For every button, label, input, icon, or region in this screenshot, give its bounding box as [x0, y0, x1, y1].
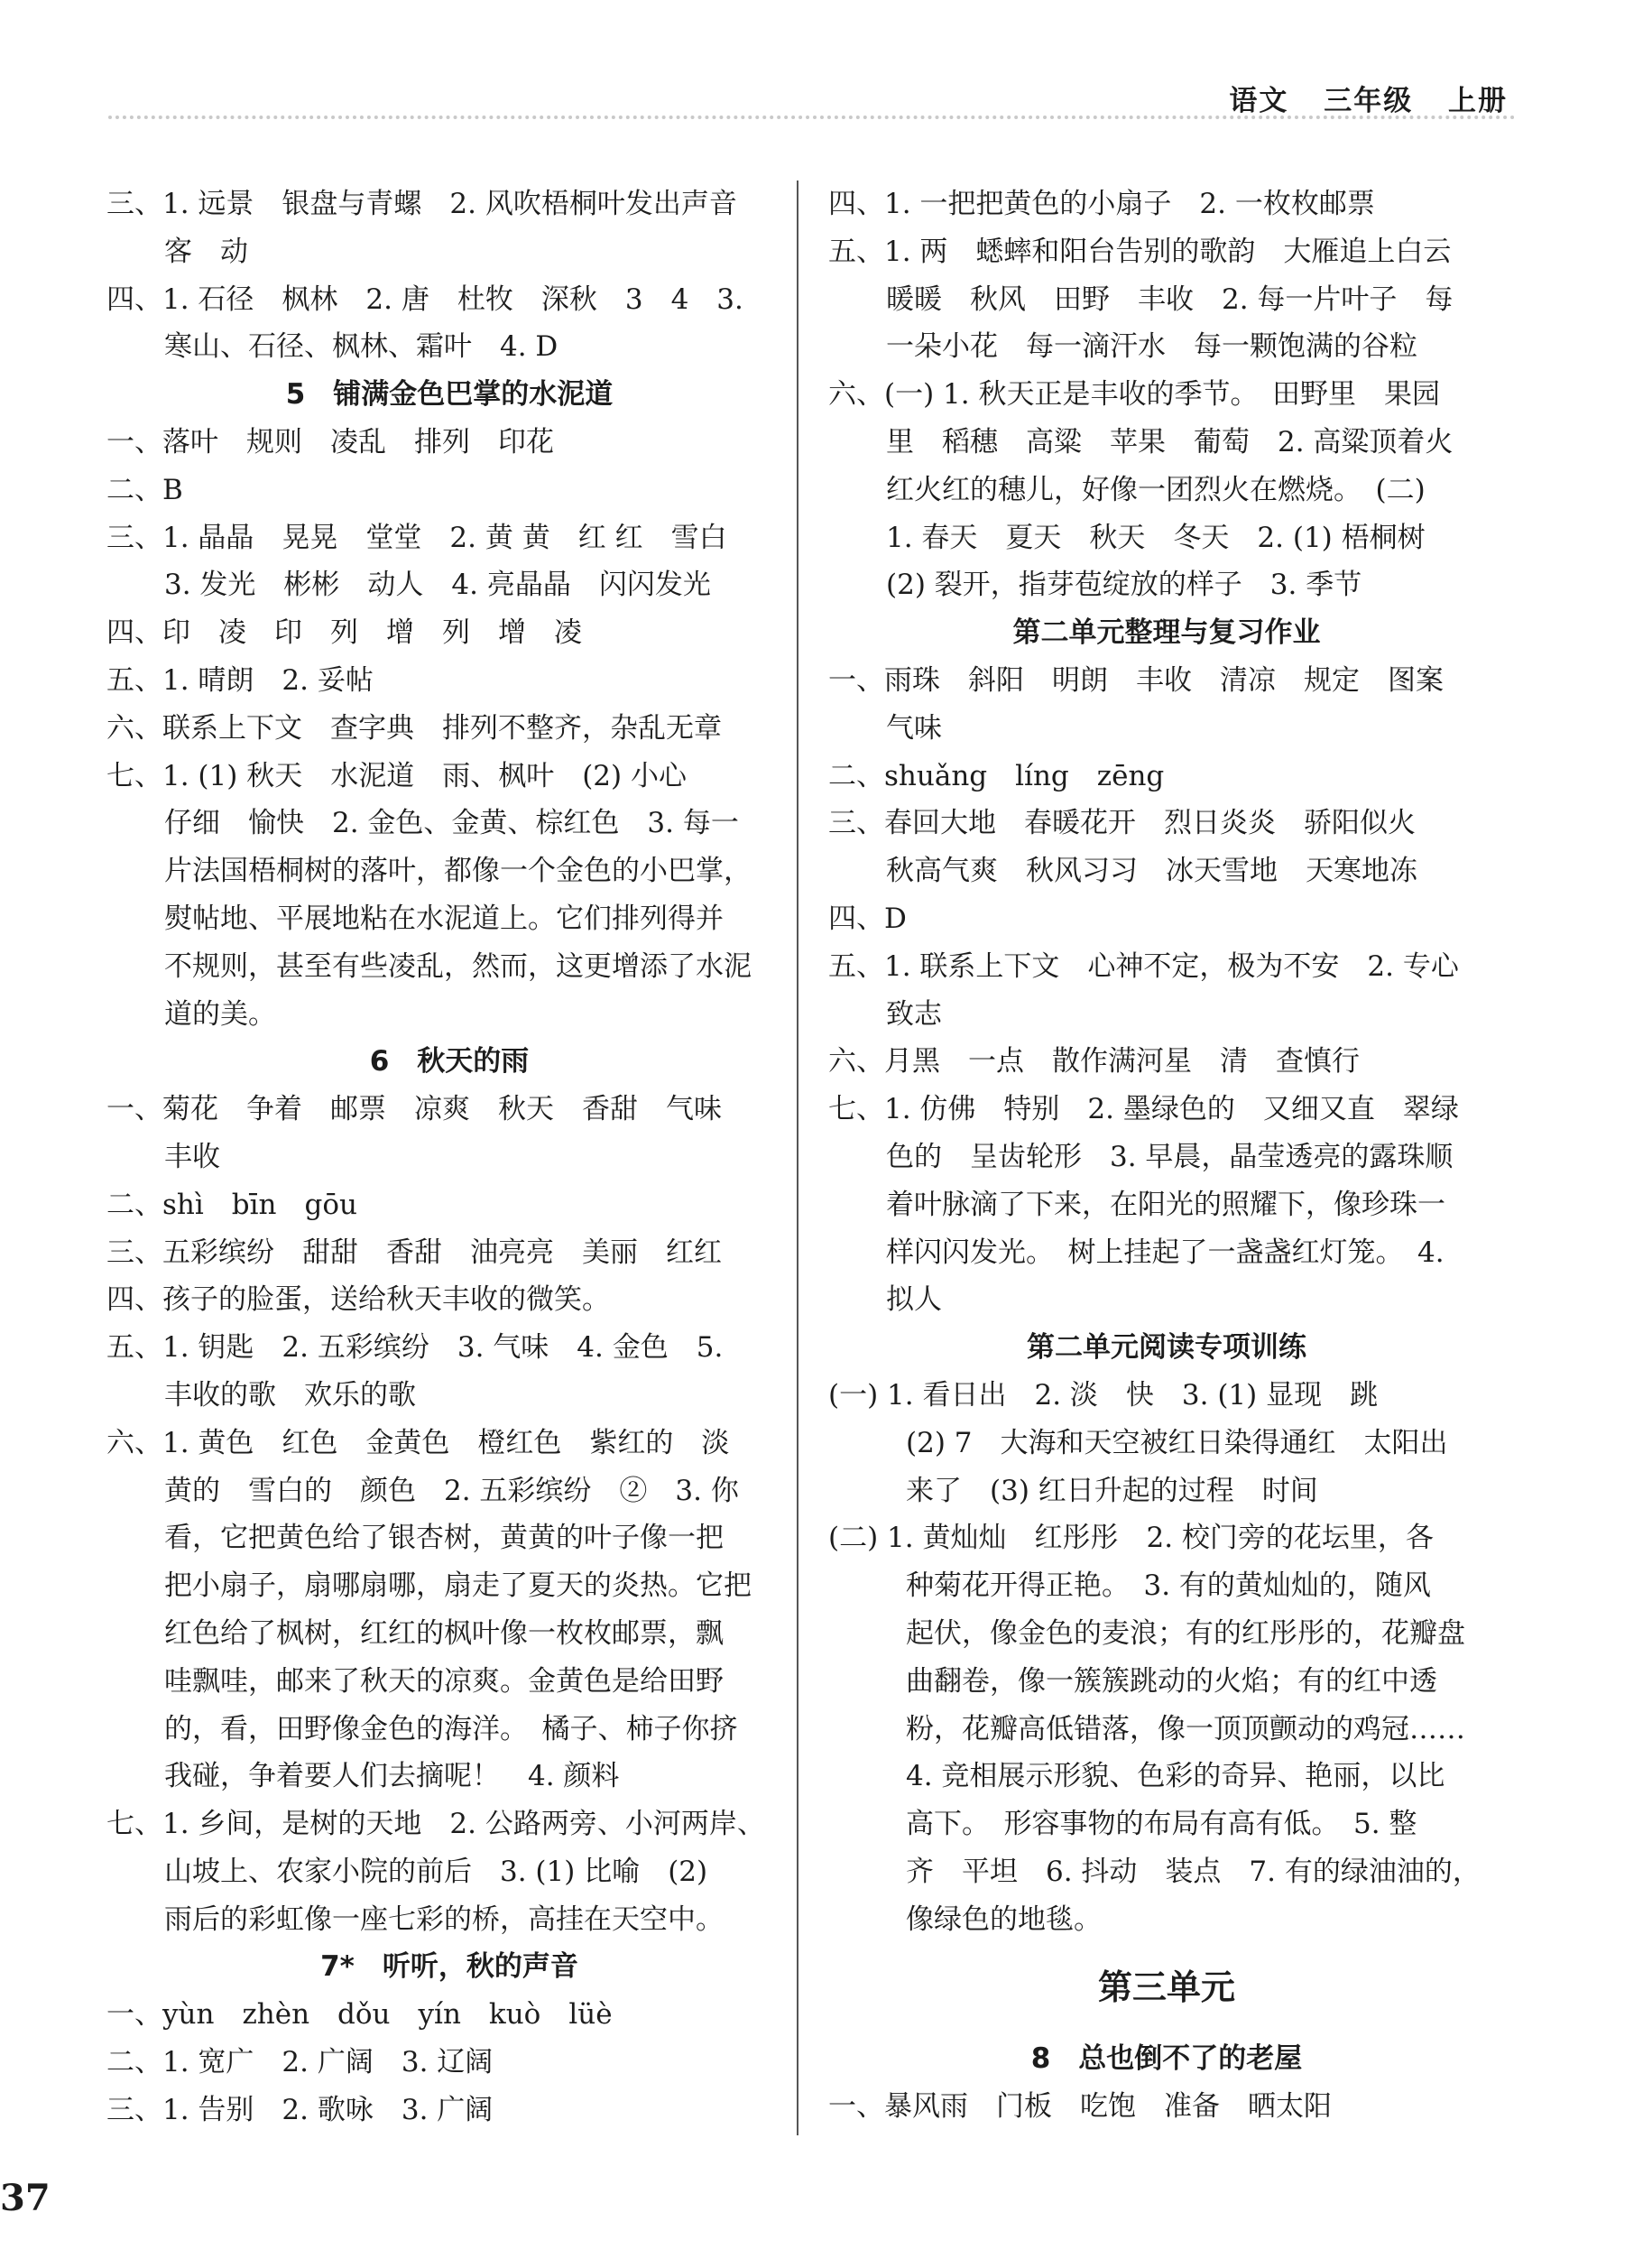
answer-line: 拟人	[886, 1283, 942, 1317]
answer-line: 四、印 凌 印 列 增 列 增 凌	[106, 616, 582, 650]
answer-line: 一、菊花 争着 邮票 凉爽 秋天 香甜 气味	[106, 1093, 722, 1126]
answer-line: 像绿色的地毯。	[906, 1902, 1102, 1936]
section-title: 8 总也倒不了的老屋	[1030, 2042, 1303, 2076]
answer-line: 六、联系上下文 查字典 排列不整齐，杂乱无章	[106, 711, 722, 745]
answer-line: 五、1. 两 蟋蟀和阳台告别的歌韵 大雁追上白云	[828, 235, 1452, 268]
answer-line: 七、1. (1) 秋天 水泥道 雨、枫叶 (2) 小心	[106, 759, 687, 792]
answer-line: 齐 平坦 6. 抖动 装点 7. 有的绿油油的，	[906, 1855, 1481, 1888]
answer-line: 种菊花开得正艳。 3. 有的黄灿灿的，随风	[906, 1569, 1431, 1603]
answer-line: 二、shuǎng líng zēng	[828, 759, 1165, 792]
answer-line: 五、1. 钥匙 2. 五彩缤纷 3. 气味 4. 金色 5.	[106, 1331, 724, 1365]
answer-line: 山坡上、农家小院的前后 3. (1) 比喻 (2)	[164, 1855, 708, 1888]
answer-line: 寒山、石径、枫林、霜叶 4. D	[164, 330, 558, 364]
answer-line: 我碰，争着要人们去摘呢！ 4. 颜料	[164, 1760, 620, 1793]
answer-line: 把小扇子，扇哪扇哪，扇走了夏天的炎热。它把	[164, 1569, 752, 1603]
answer-line: 一、雨珠 斜阳 明朗 丰收 清凉 规定 图案	[828, 663, 1444, 697]
answer-line: 三、1. 远景 银盘与青螺 2. 风吹梧桐叶发出声音	[106, 188, 737, 220]
answer-line: 六、1. 黄色 红色 金黄色 橙红色 紫红的 淡	[106, 1426, 730, 1459]
section-title: 第二单元阅读专项训练	[1027, 1331, 1306, 1365]
header-subject: 语文	[1229, 85, 1289, 117]
answer-line: 四、1. 石径 枫林 2. 唐 杜牧 深秋 3 4 3.	[106, 282, 743, 316]
answer-line: 红火红的穗儿，好像一团烈火在燃烧。 (二)	[886, 473, 1426, 506]
page-header	[1205, 78, 1508, 118]
answer-line: (2) 7 大海和天空被红日染得通红 太阳出	[906, 1426, 1448, 1459]
right-column	[828, 181, 1505, 2131]
answer-line: 3. 发光 彬彬 动人 4. 亮晶晶 闪闪发光	[164, 569, 711, 602]
answer-line: 黄的 雪白的 颜色 2. 五彩缤纷 ② 3. 你	[164, 1474, 739, 1507]
answer-line: 三、1. 晶晶 晃晃 堂堂 2. 黄 黄 红 红 雪白	[106, 521, 727, 554]
section-title: 7* 听听，秋的声音	[320, 1950, 578, 1984]
answer-line: 熨帖地、平展地粘在水泥道上。它们排列得并	[164, 902, 724, 935]
section-title: 第二单元整理与复习作业	[1012, 616, 1321, 650]
answer-line: 不规则，甚至有些凌乱，然而，这更增添了水泥	[164, 949, 752, 983]
answer-line: 雨后的彩虹像一座七彩的桥，高挂在天空中。	[164, 1902, 724, 1936]
answer-line: 起伏，像金色的麦浪；有的红彤彤的，花瓣盘	[906, 1616, 1465, 1650]
answer-line: 致志	[886, 997, 942, 1031]
answer-line: 暖暖 秋风 田野 丰收 2. 每一片叶子 每	[886, 282, 1454, 316]
answer-line: (二) 1. 黄灿灿 红彤彤 2. 校门旁的花坛里，各	[828, 1522, 1434, 1555]
answer-line: 三、1. 告别 2. 歌咏 3. 广阔	[106, 2093, 494, 2126]
answer-line: 仔细 愉快 2. 金色、金黄、棕红色 3. 每一	[164, 807, 739, 840]
answer-line: 片法国梧桐树的落叶，都像一个金色的小巴掌，	[164, 855, 752, 888]
answer-line: 四、1. 一把把黄色的小扇子 2. 一枚枚邮票	[828, 188, 1375, 220]
answer-line: 七、1. 乡间，是树的天地 2. 公路两旁、小河两岸、	[106, 1808, 765, 1841]
answer-line: (一) 1. 看日出 2. 淡 快 3. (1) 显现 跳	[828, 1378, 1379, 1412]
answer-line: 丰收	[164, 1140, 220, 1173]
answer-line: 高下。 形容事物的布局有高有低。 5. 整	[906, 1808, 1417, 1841]
answer-line: 曲翻卷，像一簇簇跳动的火焰；有的红中透	[906, 1664, 1437, 1698]
answer-line: (2) 裂开，指芽苞绽放的样子 3. 季节	[886, 569, 1362, 602]
section-title: 6 秋天的雨	[369, 1045, 530, 1078]
answer-line: 六、(一) 1. 秋天正是丰收的季节。 田野里 果园	[828, 378, 1440, 412]
left-column	[106, 181, 792, 2134]
page-number: 37	[0, 2177, 51, 2219]
answer-line: 哇飘哇，邮来了秋天的凉爽。金黄色是给田野	[164, 1664, 724, 1698]
answer-line: 三、五彩缤纷 甜甜 香甜 油亮亮 美丽 红红	[106, 1236, 722, 1269]
answer-line: 四、孩子的脸蛋，送给秋天丰收的微笑。	[106, 1283, 610, 1317]
answer-line: 看，它把黄色给了银杏树，黄黄的叶子像一把	[164, 1522, 724, 1555]
answer-line: 客 动	[164, 235, 248, 268]
answer-line: 一朵小花 每一滴汗水 每一颗饱满的谷粒	[886, 330, 1417, 364]
answer-line: 一、落叶 规则 凌乱 排列 印花	[106, 425, 554, 458]
header-grade: 三年级	[1324, 85, 1414, 117]
answer-line: 三、春回大地 春暖花开 烈日炎炎 骄阳似火	[828, 807, 1416, 840]
answer-line: 来了 (3) 红日升起的过程 时间	[906, 1474, 1318, 1507]
answer-line: 1. 春天 夏天 秋天 冬天 2. (1) 梧桐树	[886, 521, 1426, 554]
header-volume: 上册	[1448, 85, 1508, 117]
answer-line: 道的美。	[164, 997, 276, 1031]
answer-line: 样闪闪发光。 树上挂起了一盏盏红灯笼。 4.	[886, 1236, 1445, 1269]
answer-line: 里 稻穗 高粱 苹果 葡萄 2. 高粱顶着火	[886, 425, 1454, 458]
answer-line: 色的 呈齿轮形 3. 早晨，晶莹透亮的露珠顺	[886, 1140, 1454, 1173]
answer-line: 一、暴风雨 门板 吃饱 准备 晒太阳	[828, 2090, 1332, 2124]
answer-line: 4. 竞相展示形貌、色彩的奇异、艳丽，以比	[906, 1760, 1445, 1793]
section-title: 5 铺满金色巴掌的水泥道	[285, 378, 614, 412]
answer-line: 二、shì bīn gōu	[106, 1188, 357, 1221]
answer-line: 一、yùn zhèn dǒu yín kuò lüè	[106, 1998, 613, 2032]
answer-line: 粉，花瓣高低错落，像一顶顶颤动的鸡冠……	[906, 1712, 1465, 1745]
answer-line: 秋高气爽 秋风习习 冰天雪地 天寒地冻	[886, 855, 1417, 888]
answer-line: 五、1. 联系上下文 心神不定，极为不安 2. 专心	[828, 949, 1459, 983]
column-divider	[797, 181, 798, 2135]
unit-title: 第三单元	[1097, 1967, 1235, 2008]
answer-line: 二、B	[106, 473, 183, 506]
answer-line: 的，看，田野像金色的海洋。 橘子、柿子你挤	[164, 1712, 738, 1745]
answer-line: 丰收的歌 欢乐的歌	[164, 1378, 416, 1412]
answer-line: 五、1. 晴朗 2. 妥帖	[106, 663, 374, 697]
answer-line: 气味	[886, 711, 942, 745]
answer-line: 四、D	[828, 902, 907, 935]
header-dotted-rule	[108, 116, 1516, 119]
answer-line: 六、月黑 一点 散作满河星 清 查慎行	[828, 1045, 1360, 1078]
answer-line: 七、1. 仿佛 特别 2. 墨绿色的 又细又直 翠绿	[828, 1093, 1459, 1126]
answer-line: 着叶脉滴了下来，在阳光的照耀下，像珍珠一	[886, 1188, 1445, 1221]
answer-line: 红色给了枫树，红红的枫叶像一枚枚邮票，飘	[164, 1616, 724, 1650]
answer-line: 二、1. 宽广 2. 广阔 3. 辽阔	[106, 2046, 494, 2079]
